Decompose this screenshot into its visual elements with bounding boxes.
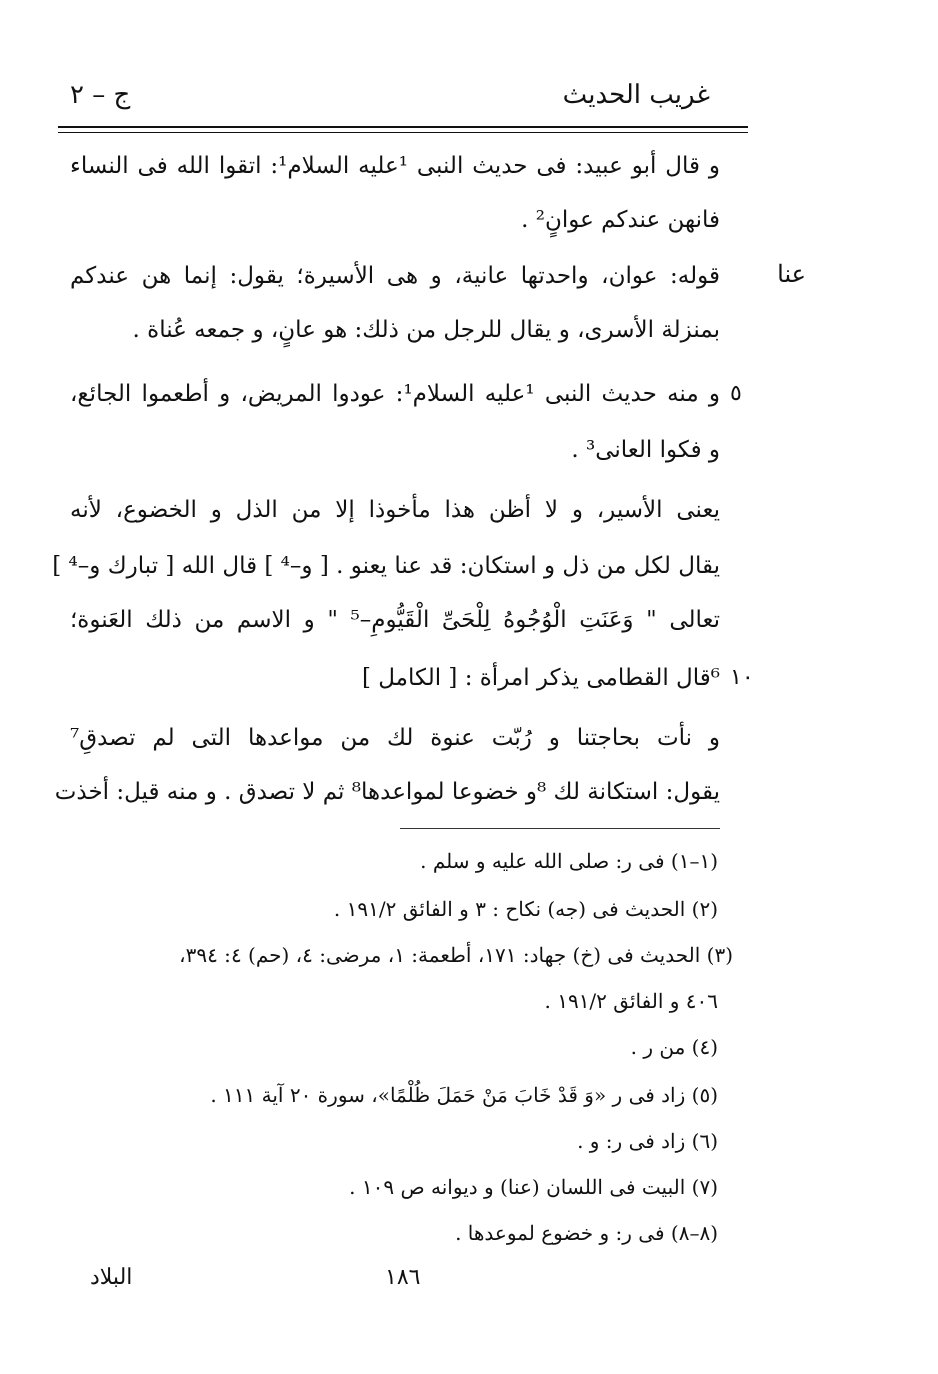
- header-rule: [58, 126, 748, 128]
- margin-entry-word: عنا: [777, 260, 806, 288]
- text-line: بمنزلة الأسرى، و يقال للرجل من ذلك: هو عانٍ، و جمعه عُناة .: [132, 317, 720, 343]
- footnote: (٦) زاد فى ر: و .: [577, 1129, 718, 1153]
- margin-line-number-10: ١٠: [730, 665, 754, 690]
- text-line: و منه حديث النبى ¹عليه السلام¹: عودوا المريض، و أطعموا الجائع،: [70, 381, 720, 407]
- margin-line-number-5: ٥: [730, 381, 742, 406]
- footnote: (٧) البيت فى اللسان (عنا) و ديوانه ص ١٠٩ .: [349, 1175, 718, 1199]
- footnote: (٤) من ر .: [630, 1035, 718, 1059]
- text-line: يعنى الأسير، و لا أظن هذا مأخوذا إلا من الذل و الخضوع، لأنه: [70, 497, 720, 523]
- text-line: يقال لكل من ذل و استكان: قد عنا يعنو . [ و–⁴ ] قال الله [ تبارك و–⁴ ]: [52, 553, 720, 579]
- page-number: ١٨٦: [385, 1265, 421, 1290]
- volume-label: ج – ٢: [70, 80, 131, 110]
- text-line: ⁶قال القطامى يذكر امرأة : [ الكامل ]: [361, 665, 720, 691]
- running-title: غريب الحديث: [562, 80, 710, 110]
- footnote-separator: [400, 828, 720, 829]
- verse-line: و نأت بحاجتنا و رُبّت عنوة لك من مواعدها التى لم تصدقِ⁷: [70, 725, 720, 751]
- footnote: (١–١) فى ر: صلى الله عليه و سلم .: [420, 849, 718, 873]
- publisher-label: البلاد: [90, 1265, 133, 1290]
- footnote: (٥) زاد فى ر «وَ قَدْ خَابَ مَنْ حَمَلَ ظُلْمًا»، سورة ٢٠ آية ١١١ .: [210, 1083, 718, 1107]
- text-line: تعالى " وَعَنَتِ الْوُجُوهُ لِلْحَىِّ الْقَيُّومِ–⁵ " و الاسم من ذلك العَنوة؛: [70, 607, 720, 633]
- footnote: (٢) الحديث فى (جه) نكاح : ٣ و الفائق ١٩١/٢ .: [333, 897, 718, 921]
- text-line: و قال أبو عبيد: فى حديث النبى ¹عليه السلام¹: اتقوا الله فى النساء: [70, 153, 720, 179]
- header-rule-thin: [58, 132, 748, 133]
- footnote: (٨–٨) فى ر: و خضوع لموعدها .: [455, 1221, 718, 1245]
- text-line: قوله: عوان، واحدتها عانية، و هى الأسيرة؛ يقول: إنما هن عندكم: [70, 263, 720, 289]
- footnote: ٤٠٦ و الفائق ١٩١/٢ .: [544, 989, 718, 1013]
- text-line: و فكوا العانى³ .: [571, 437, 720, 463]
- text-line: يقول: استكانة لك ⁸و خضوعا لمواعدها⁸ ثم لا تصدق . و منه قيل: أخذت: [54, 779, 720, 805]
- footnote: (٣) الحديث فى (خ) جهاد: ١٧١، أطعمة: ١، مرضى: ٤، (حم) ٤: ٣٩٤،: [179, 943, 733, 967]
- text-line: فانهن عندكم عوانٍ² .: [521, 207, 720, 233]
